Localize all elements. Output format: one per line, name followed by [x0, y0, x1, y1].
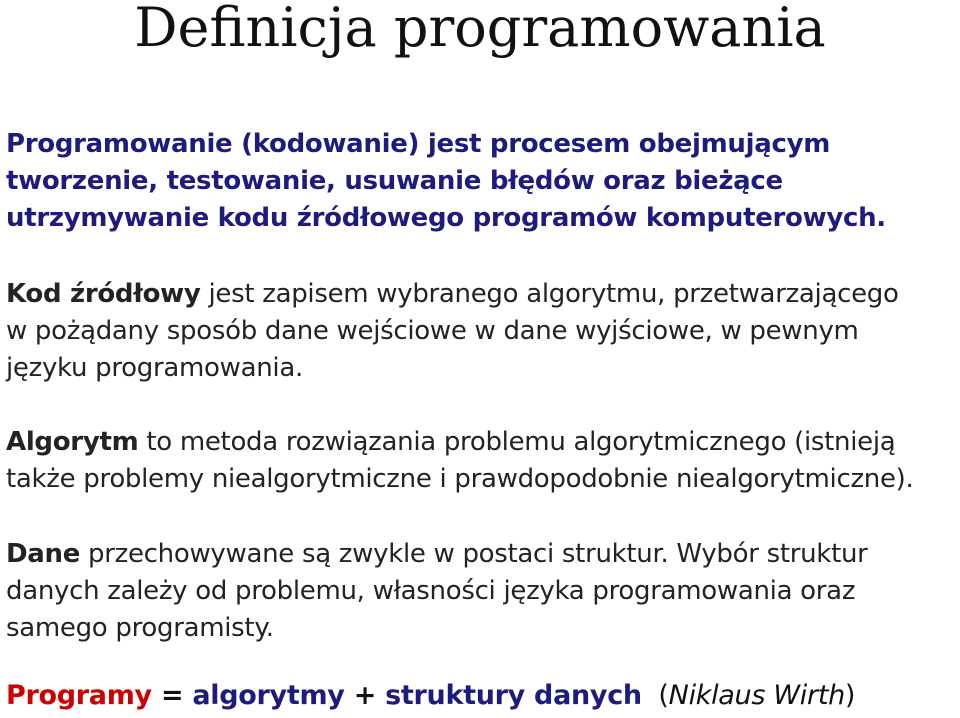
source-code-text-3: języku programowania. [6, 353, 303, 383]
definition-line-3: utrzymywanie kodu źródłowego programów komputerowych. [6, 203, 886, 233]
definition-line-1: Programowanie (kodowanie) jest procesem obejmującym [6, 129, 831, 159]
formula-programs: Programy [6, 680, 152, 711]
source-code-term: Kod źródłowy [6, 279, 201, 309]
data-term: Dane [6, 539, 81, 569]
formula-structures: struktury danych [385, 680, 642, 711]
source-code-paragraph [6, 276, 958, 387]
algorithm-text-1: to metoda rozwiązania problemu algorytmicznego (istnieją [138, 427, 896, 457]
algorithm-paragraph [6, 424, 958, 498]
formula-equals: = [151, 680, 193, 711]
algorithm-term: Algorytm [6, 427, 139, 457]
formula-open-paren: ( [641, 680, 669, 711]
data-text-2: danych zależy od problemu, własności języka programowania oraz [6, 576, 856, 606]
formula-line [6, 676, 958, 716]
data-text-1: przechowywane są zwykle w postaci struktur. Wybór struktur [80, 539, 868, 569]
formula-algorithms: algorytmy [192, 680, 345, 711]
definition-paragraph [6, 126, 958, 237]
data-paragraph [6, 536, 958, 647]
definition-line-2: tworzenie, testowanie, usuwanie błędów oraz bieżące [6, 166, 783, 196]
formula-author: Niklaus Wirth [668, 680, 845, 711]
algorithm-text-2: także problemy niealgorytmiczne i prawdopodobnie niealgorytmiczne). [6, 464, 914, 494]
source-code-text-2: w pożądany sposób dane wejściowe w dane wyjściowe, w pewnym [6, 316, 859, 346]
data-text-3: samego programisty. [6, 613, 274, 643]
formula-plus: + [344, 680, 386, 711]
formula-close-paren: ) [844, 680, 856, 711]
slide-title: Definicja programowania [134, 0, 826, 59]
source-code-text-1: jest zapisem wybranego algorytmu, przetwarzającego [200, 279, 899, 309]
